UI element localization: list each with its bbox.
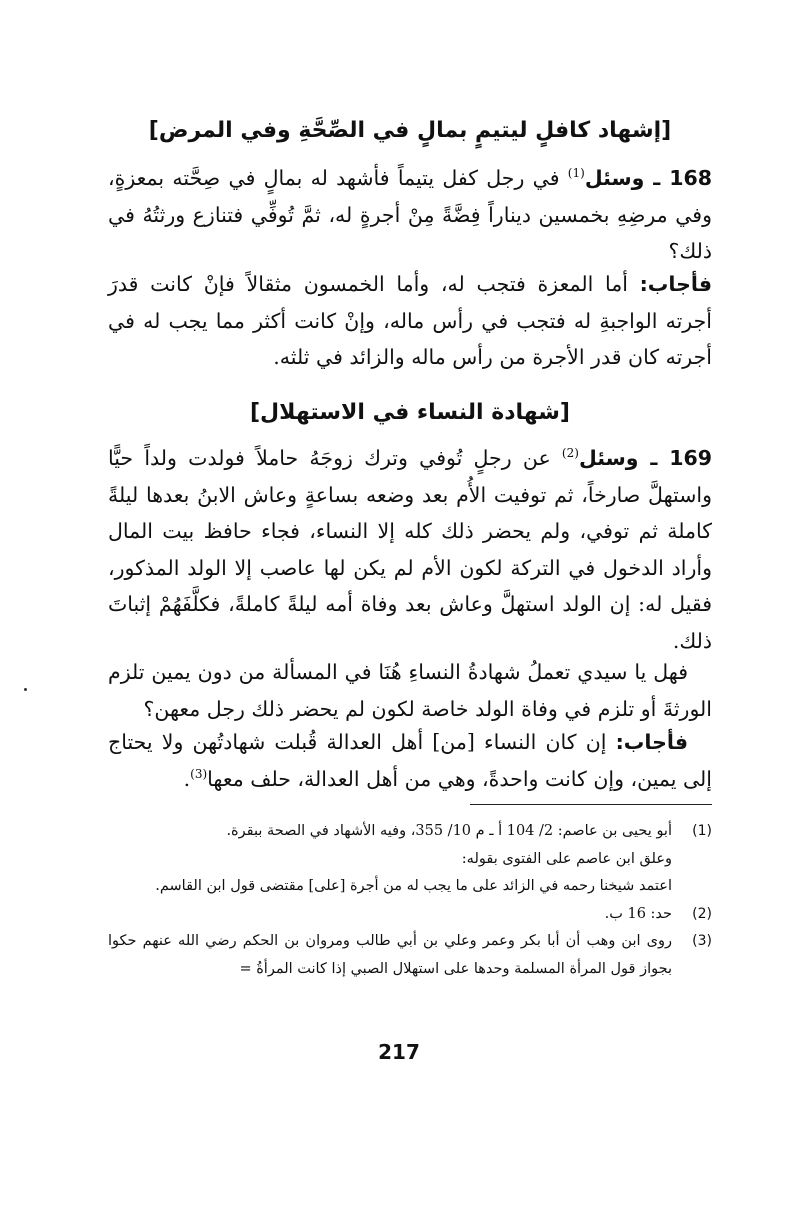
question-168	[108, 160, 712, 270]
footnote-number: (1)	[692, 823, 712, 839]
footnote-number: (2)	[692, 905, 712, 922]
footnote-number: (3)	[692, 933, 712, 949]
footnote-ref: (3)	[190, 766, 208, 781]
footnote-2	[108, 901, 712, 929]
section-heading-2: [شهادة النساء في الاستهلال]	[250, 400, 570, 425]
footnote-1-line-2: وعلق ابن عاصم على الفتوى بقوله:	[461, 850, 672, 867]
question-label: 169 ـ وسئل	[578, 446, 712, 470]
question-168-paragraph	[108, 160, 712, 270]
margin-dot	[24, 688, 27, 691]
footnote-text: روى ابن وهب أن أبا بكر وعمر وعلي بن أبي طالب ومروان بن الحكم رضي الله عنهم حكوا بجواز قول المرأة المسلمة وحدها على استهلال الصبي إذا كانت المرأةُ =	[108, 933, 672, 977]
answer-label: فأجاب:	[639, 272, 712, 296]
answer-168	[108, 266, 712, 376]
footnote-ref: (1)	[567, 166, 585, 181]
answer-169	[108, 724, 712, 797]
footnote-1	[108, 818, 712, 846]
answer-text: إن كان النساء [من] أهل العدالة قُبلت شهادتُهن ولا يحتاج إلى يمين، وإن كانت واحدةً، وهي من أهل العدالة، حلف معها	[108, 730, 712, 791]
answer-text: أما المعزة فتجب له، وأما الخمسون مثقالاً فإنْ كانت قدرَ أجرته الواجبةِ له فتجب في رأس ماله، وإنْ كانت أكثر مما يجب له في أجرته كان قدر الأجرة من رأس ماله والزائد في ثلثه.	[108, 272, 712, 369]
question-169	[108, 440, 712, 659]
footnotes	[108, 818, 712, 983]
followup-paragraph: فهل يا سيدي تعملُ شهادةُ النساءِ هُنَا في المسألة من دون يمين تلزم الورثةَ أو تلزم في وفاة الولد خاصة لكون لم يحضر ذلك رجل معهن؟	[108, 660, 712, 721]
answer-168-paragraph	[108, 266, 712, 376]
section-heading-1: [إشهاد كافلٍ ليتيمٍ بمالٍ في الصِّحَّةِ وفي المرض]	[148, 118, 672, 143]
footnote-1-line-3: اعتمد شيخنا رحمه في الزائد على ما يجب له من أجرة [على] مقتضى قول ابن القاسم.	[155, 878, 672, 894]
footnote-3	[108, 928, 712, 983]
question-text: عن رجلٍ تُوفي وترك زوجَهُ حاملاً فولدت ولداً حيًّا واستهلَّ صارخاً، ثم توفيت الأُم بعد وضعه بساعةٍ وعاش الابنُ بعدها ليلةً كاملة ثم توفي، ولم يحضر ذلك كله إلا النساء، فجاء حافظ بيت المال وأراد الدخول في التركة لكون الأم لم يكن لها عاصب إلا الولد المذكور، فقيل له: إن الولد استهلَّ وعاش بعد وفاة أمه ليلةً كاملةً، فكلَّفَهُمْ إثباتَ ذلك.	[108, 446, 712, 653]
footnote-ref: (2)	[561, 446, 579, 461]
question-text: في رجل كفل يتيماً فأشهد له بمالٍ في صِحَّته بمعزةٍ، وفي مرضِهِ بخمسين ديناراً فِضَّةً مِنْ أجرةٍ له، ثمَّ تُوفِّي فتنازع ورثتُهُ في ذلك؟	[108, 166, 712, 263]
question-169-paragraph	[108, 440, 712, 659]
answer-label: فأجاب:	[615, 730, 688, 754]
followup-169	[108, 654, 712, 727]
page-number: 217	[378, 1040, 420, 1064]
footnote-separator	[470, 804, 712, 805]
question-label: 168 ـ وسئل	[584, 166, 712, 190]
footnote-text: حد: 16 ب.	[604, 905, 672, 922]
footnote-text: أبو يحيى بن عاصم: 2/ 104 أ ـ م 10/ 355، وفيه الأشهاد في الصحة ببقرة.	[226, 823, 672, 839]
answer-end: .	[183, 766, 191, 791]
answer-169-paragraph	[108, 724, 712, 797]
